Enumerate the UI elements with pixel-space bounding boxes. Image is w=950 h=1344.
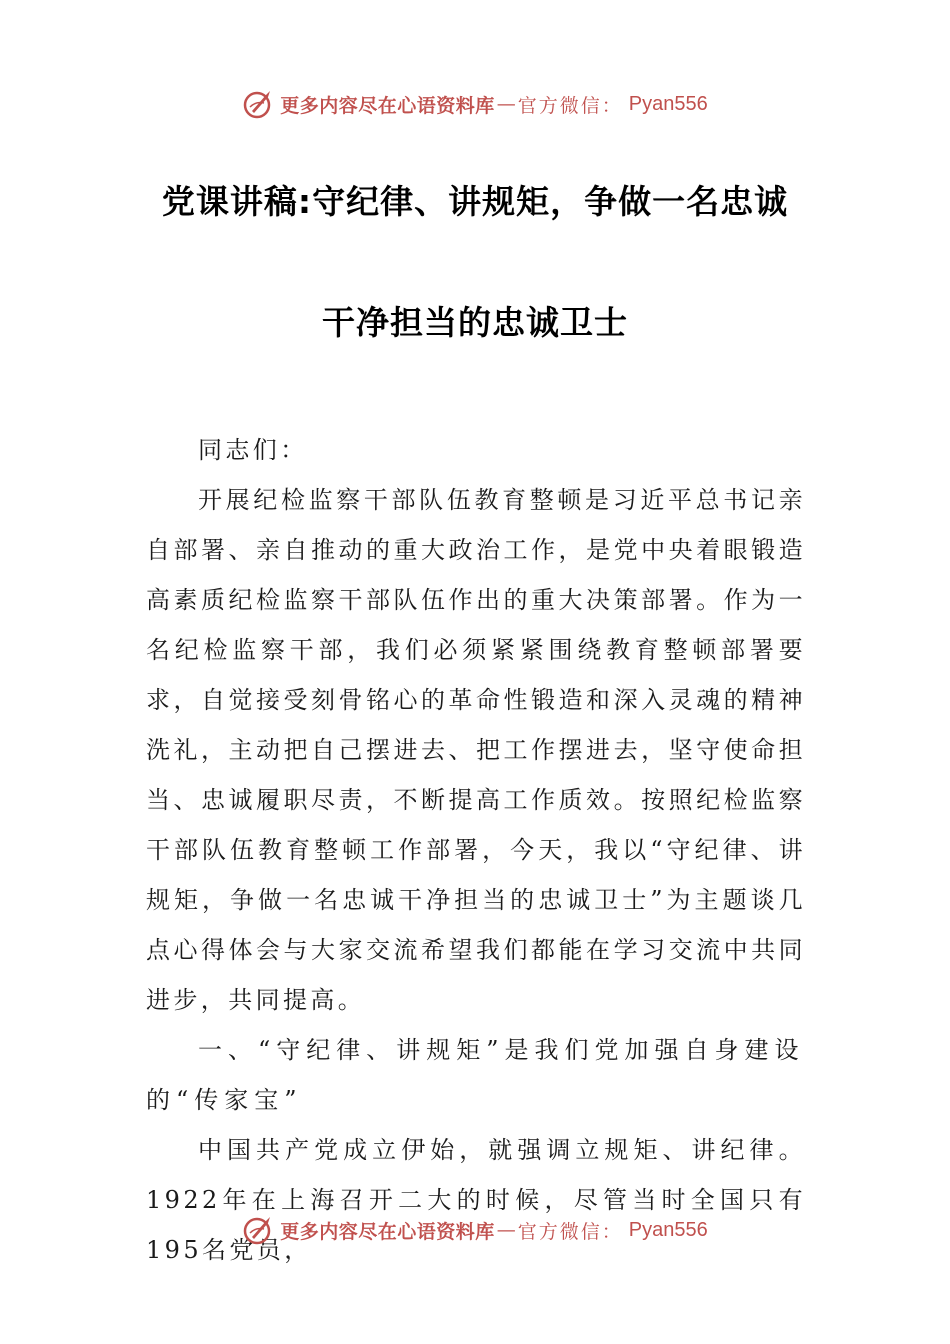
footer-wechat-label: 官方微信： [517, 1220, 623, 1243]
pen-logo-icon [242, 1213, 276, 1247]
header-wechat-id: Pyan556 [628, 92, 708, 115]
header-separator: — [496, 93, 516, 115]
document-title-line-2: 干净担当的忠诚卫士 [322, 303, 628, 342]
paragraph-2: 中国共产党成立伊始，就强调立规矩、讲纪律。1922年在上海召开二大的时候，尽管当时全国只有195名党员， [146, 1136, 806, 1264]
document-body [146, 425, 806, 1275]
document-title-line-1: 党课讲稿:守纪律、讲规矩，争做一名忠诚 [161, 182, 789, 221]
pen-logo-icon [242, 87, 276, 121]
header-banner [0, 84, 950, 124]
footer-wechat-id: Pyan556 [628, 1218, 708, 1241]
header-wechat-label: 官方微信： [517, 94, 623, 117]
paragraph-1: 开展纪检监察干部队伍教育整顿是习近平总书记亲自部署、亲自推动的重大政治工作，是党中央着眼锻造高素质纪检监察干部队伍作出的重大决策部署。作为一名纪检监察干部，我们必须紧紧围绕教育整顿部署要求，自觉接受刻骨铭心的革命性锻造和深入灵魂的精神洗礼，主动把自己摆进去、把工作摆进去，坚守使命担当、忠诚履职尽责，不断提高工作质效。按照纪检监察干部队伍教育整顿工作部署，今天，我以“守纪律、讲规矩，争做一名忠诚干净担当的忠诚卫士”为主题谈几点心得体会与大家交流希望我们都能在学习交流中共同进步，共同提高。 [146, 486, 806, 1014]
footer-separator: — [496, 1219, 516, 1241]
footer-brand-text: 更多内容尽在心语资料库 [280, 1220, 495, 1243]
header-brand-text: 更多内容尽在心语资料库 [280, 94, 495, 117]
section-heading-1: 一、“守纪律、讲规矩”是我们党加强自身建设的“传家宝” [146, 1036, 805, 1114]
footer-banner [0, 1210, 950, 1250]
greeting: 同志们： [198, 436, 308, 464]
